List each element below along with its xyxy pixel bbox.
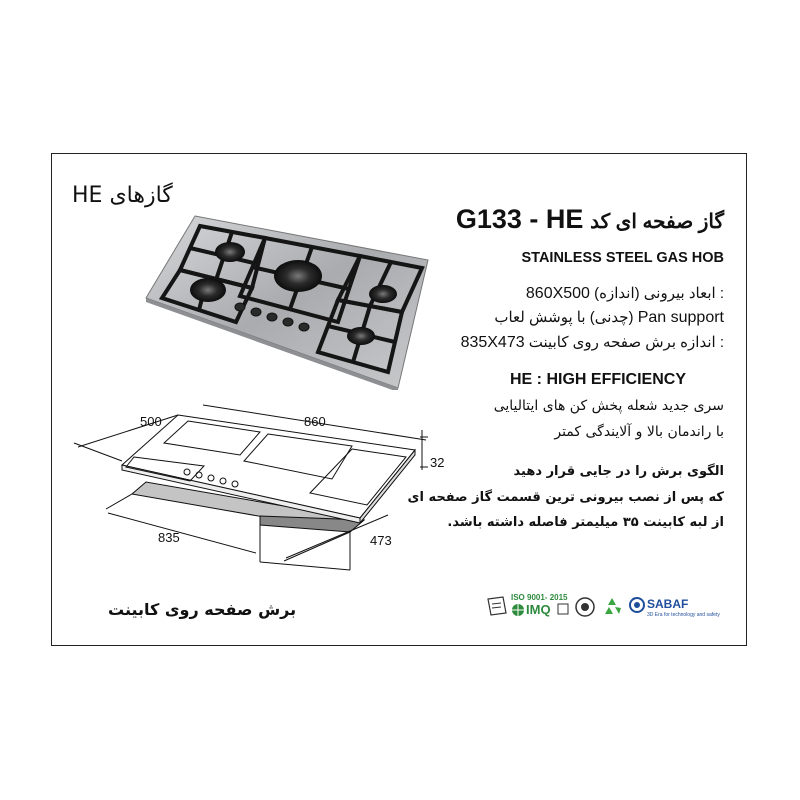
model-line bbox=[438, 204, 724, 235]
imq-globe-icon bbox=[511, 603, 525, 617]
efficiency-title: HE : HIGH EFFICIENCY bbox=[510, 371, 687, 388]
recycle-icon bbox=[601, 596, 623, 618]
spec-label: (چدنی) با پوشش لعاب bbox=[494, 309, 634, 326]
sabaf-tagline: 3D Era for technology and safety bbox=[647, 612, 720, 618]
dimension-height: 32 bbox=[430, 455, 445, 470]
iso-label: ISO 9001- 2015 bbox=[511, 593, 568, 602]
spec-value: 860X500 bbox=[525, 285, 590, 302]
burner-center-wok bbox=[274, 260, 322, 292]
burner-front-left bbox=[190, 278, 226, 302]
series-title: گازهای HE bbox=[72, 183, 173, 208]
spec-value: 835X473 bbox=[460, 334, 525, 351]
burner-rear-left bbox=[215, 242, 245, 262]
cutout-diagram bbox=[60, 395, 450, 575]
spec-label: : اندازه برش صفحه روی کابینت bbox=[528, 334, 724, 351]
spec-cutout bbox=[461, 333, 724, 352]
dimension-width: 860 bbox=[304, 414, 326, 429]
certification-row bbox=[485, 593, 725, 623]
efficiency-line-2: با راندمان بالا و آلایندگی کمتر bbox=[554, 424, 724, 440]
burner-rear-right bbox=[369, 285, 397, 303]
hob-illustration bbox=[140, 212, 430, 390]
spec-value: Pan support bbox=[637, 309, 724, 326]
install-line-1: الگوی برش را در جایی قرار دهید bbox=[513, 464, 724, 479]
dimension-cut-width: 835 bbox=[158, 530, 180, 545]
spec-dimensions bbox=[526, 284, 724, 303]
imq-label: IMQ bbox=[526, 602, 551, 617]
product-type: STAINLESS STEEL GAS HOB bbox=[521, 250, 724, 266]
cisq-icon bbox=[557, 603, 569, 615]
burner-front-right bbox=[347, 327, 375, 345]
dimension-cut-depth: 473 bbox=[370, 533, 392, 548]
quality-seal-icon bbox=[574, 596, 596, 618]
model-prefix: گاز صفحه ای کد bbox=[590, 211, 724, 233]
certification-stamp-icon bbox=[485, 595, 509, 617]
model-code: G133 - HE bbox=[455, 204, 584, 234]
efficiency-line-1: سری جدید شعله پخش کن های ایتالیایی bbox=[493, 398, 724, 414]
spec-label: : ابعاد بیرونی (اندازه) bbox=[594, 285, 724, 302]
spec-pan-support bbox=[494, 308, 724, 327]
cutout-caption: برش صفحه روی کابینت bbox=[108, 600, 297, 619]
sabaf-label: SABAF bbox=[647, 597, 689, 611]
install-line-2: که پس از نصب بیرونی ترین قسمت گاز صفحه ای bbox=[407, 490, 724, 505]
dimension-depth: 500 bbox=[140, 414, 162, 429]
sabaf-logo-icon bbox=[629, 597, 645, 613]
install-line-3: از لبه کابینت ۳۵ میلیمتر فاصله داشته باشد. bbox=[447, 515, 724, 530]
